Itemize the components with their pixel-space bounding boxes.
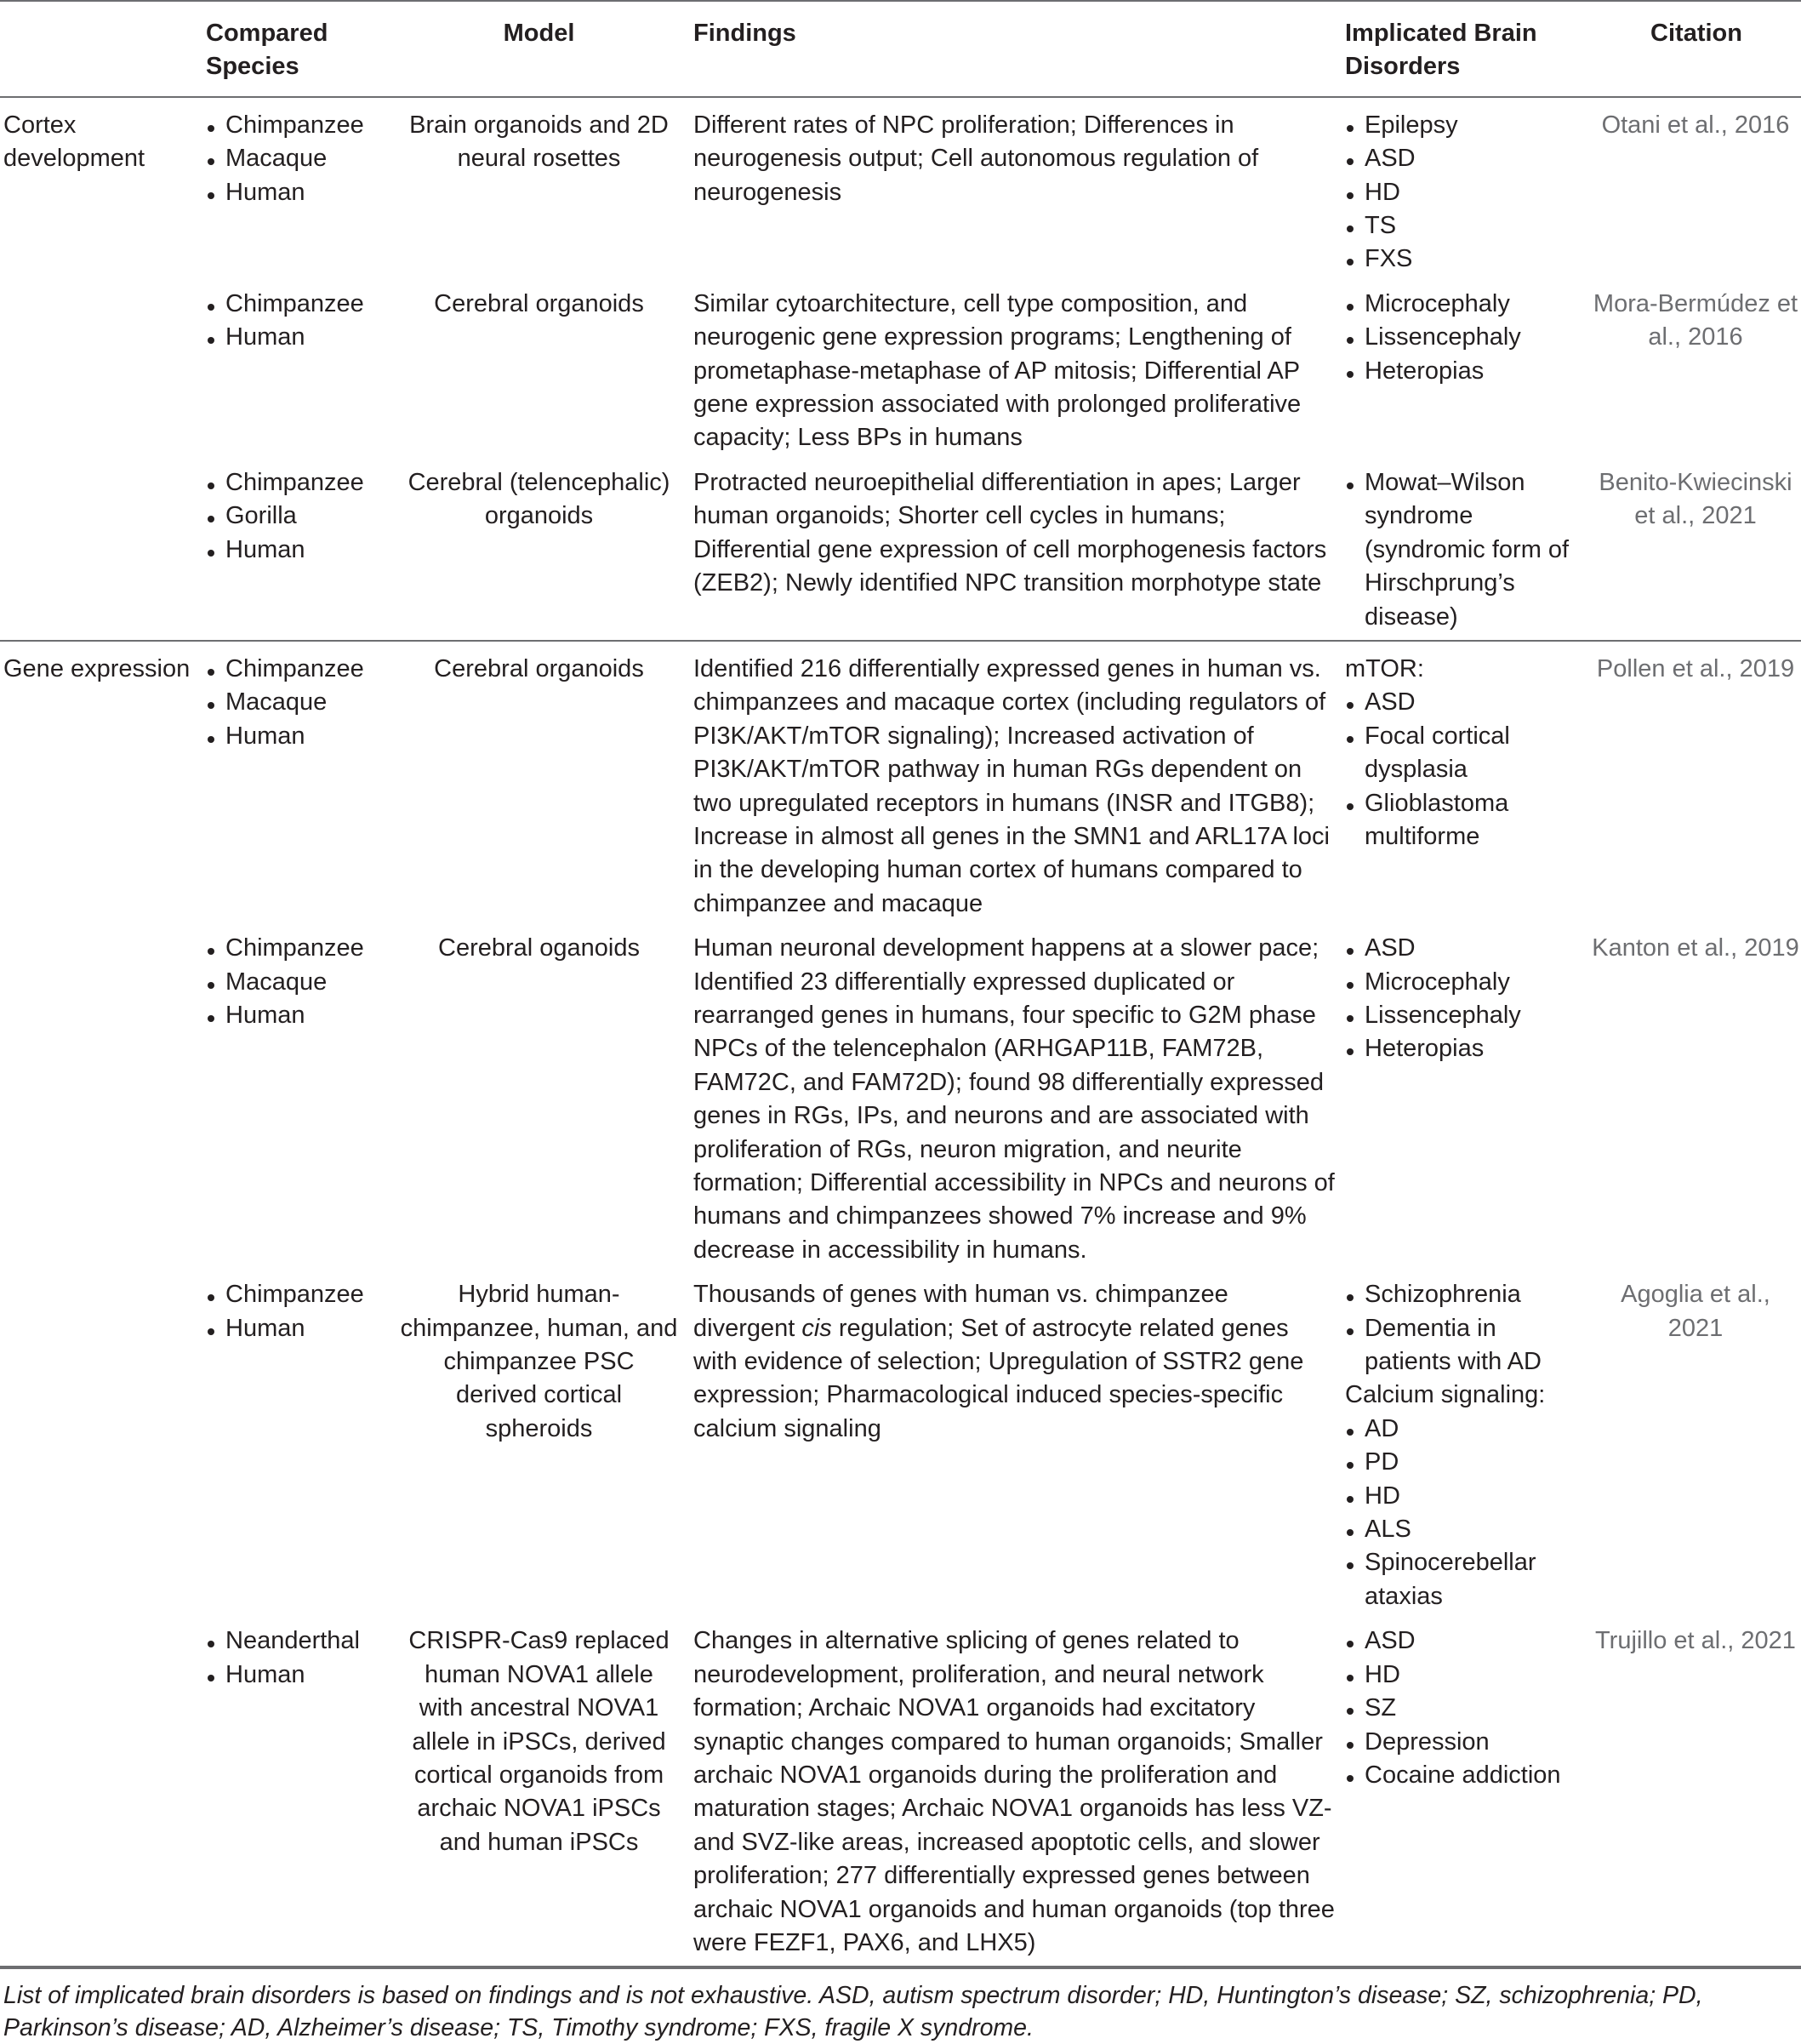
disorders-cell — [1345, 283, 1592, 461]
findings-text: Thousands of genes with human vs. chimpanzee divergent — [693, 1281, 1228, 1342]
disorder-item: Lissencephaly — [1345, 321, 1587, 354]
findings-cell: Changes in alternative splicing of genes related to neurodevelopment, proliferation, and neural network formation; Archaic NOVA1 organoids had excitatory synaptic changes compared to human organoids; Smaller archaic NOVA1 organoids during the proliferation and maturation stages; Archaic NOVA1 organoids has less VZ- and SVZ-like areas, increased apoptotic cells, and slower proliferation; 277 differentially expressed genes between archaic NOVA1 organoids and human organoids (top three were FEZF1, PAX6, and LHX5) — [681, 1619, 1345, 1967]
model-cell: Hybrid human-chimpanzee, human, and chimpanzee PSC derived cortical spheroids — [400, 1281, 678, 1442]
disorder-item: Glioblastoma multiforme — [1345, 787, 1587, 854]
species-item: Human — [206, 720, 396, 753]
findings-cell: Protracted neuroepithelial differentiation in apes; Larger human organoids; Shorter cell cycles in humans; Differential gene expression of cell morphogenesis factors (ZEB2); Newly identified NPC transition morphotype state — [681, 461, 1345, 641]
disorders-cell — [1345, 1273, 1592, 1619]
species-list — [206, 109, 396, 209]
section-label — [0, 1273, 201, 1619]
model-cell: Cerebral oganoids — [438, 934, 640, 962]
disorder-item: HD — [1345, 1480, 1587, 1513]
findings-cell — [681, 1273, 1345, 1619]
citation-cell: Pollen et al., 2019 — [1596, 654, 1795, 682]
header-findings: Findings — [681, 2, 1345, 97]
disorder-group-label: mTOR: — [1345, 654, 1424, 682]
disorder-item: Schizophrenia — [1345, 1278, 1587, 1311]
disorders-cell — [1345, 641, 1592, 927]
section-label — [0, 283, 201, 461]
disorders-cell — [1345, 1619, 1592, 1967]
disorder-item: ASD — [1345, 932, 1587, 965]
model-cell: Cerebral organoids — [434, 289, 644, 317]
disorders-list — [1345, 288, 1587, 388]
disorder-item: Depression — [1345, 1726, 1587, 1759]
citation-cell: Benito-Kwiecinski et al., 2021 — [1592, 461, 1801, 641]
header-section — [0, 2, 201, 97]
species-item: Chimpanzee — [206, 466, 396, 500]
findings-italic-term: cis — [801, 1314, 832, 1342]
species-item: Human — [206, 176, 396, 209]
disorder-item: Microcephaly — [1345, 966, 1587, 999]
citation-cell: Mora-Bermúdez et al., 2016 — [1593, 289, 1798, 351]
disorder-group-label: Calcium signaling: — [1345, 1381, 1546, 1409]
compared-species-cell — [201, 641, 396, 927]
model-cell: Cerebral (telencephalic) organoids — [396, 461, 681, 641]
disorders-list — [1345, 1278, 1587, 1613]
species-item: Macaque — [206, 686, 396, 719]
disorder-item: Heteropias — [1345, 355, 1587, 388]
disorder-item: Dementia in patients with AD — [1345, 1312, 1587, 1379]
citation-cell: Otani et al., 2016 — [1601, 111, 1790, 139]
section-label — [0, 461, 201, 641]
disorder-item: Heteropias — [1345, 1032, 1587, 1065]
species-item: Human — [206, 534, 396, 567]
disorder-item: ALS — [1345, 1513, 1587, 1546]
findings-cell: Different rates of NPC proliferation; Differences in neurogenesis output; Cell autonomous regulation of neurogenesis — [693, 111, 1259, 206]
compared-species-cell — [201, 927, 396, 1273]
table-row — [0, 641, 1801, 927]
compared-species-cell — [201, 97, 396, 283]
citation-cell: Trujillo et al., 2021 — [1592, 1619, 1801, 1967]
species-item: Human — [206, 1312, 396, 1345]
header-compared-species: Compared Species — [201, 2, 396, 97]
table-body — [0, 97, 1801, 1967]
species-item: Human — [206, 321, 396, 354]
findings-text: regulation; Set of astrocyte related genes with evidence of selection; Upregulation of SSTR2 gene expression; Pharmacological induced species-specific calcium signaling — [693, 1314, 1304, 1442]
species-item: Neanderthal — [206, 1624, 396, 1658]
model-cell: CRISPR-Cas9 replaced human NOVA1 allele with ancestral NOVA1 allele in iPSCs, derived cortical organoids from archaic NOVA1 iPSCs and human iPSCs — [396, 1619, 681, 1967]
compared-species-cell — [201, 283, 396, 461]
disorder-item: Microcephaly — [1345, 288, 1587, 321]
disorders-list — [1345, 1624, 1587, 1792]
disorder-item: PD — [1345, 1446, 1587, 1479]
disorder-item: Epilepsy — [1345, 109, 1587, 142]
findings-cell: Human neuronal development happens at a slower pace; Identified 23 differentially expressed duplicated or rearranged genes in humans, four specific to G2M phase NPCs of the telencephalon (ARHGAP11B, FAM72B, FAM72C, and FAM72D); found 98 differentially expressed genes in RGs, IPs, and neurons and are associated with proliferation of RGs, neuron migration, and neurite formation; Differential accessibility in NPCs and neurons of humans and chimpanzees showed 7% increase and 9% decrease in accessibility in humans. — [693, 934, 1335, 1264]
disorder-item: ASD — [1345, 142, 1587, 175]
species-list — [206, 1624, 396, 1692]
species-item: Macaque — [206, 142, 396, 175]
disorder-item: Cocaine addiction — [1345, 1759, 1587, 1792]
findings-cell: Identified 216 differentially expressed genes in human vs. chimpanzees and macaque cortex (including regulators of PI3K/AKT/mTOR signaling); Increased activation of PI3K/AKT/mTOR pathway in human RGs dependent on two upregulated receptors in humans (INSR and ITGB8); Increase in almost all genes in the SMN1 and ARL17A loci in the developing human cortex of humans compared to chimpanzee and macaque — [693, 654, 1330, 917]
disorders-cell — [1345, 97, 1592, 283]
species-item: Macaque — [206, 966, 396, 999]
species-item: Chimpanzee — [206, 1278, 396, 1311]
disorder-item: HD — [1345, 176, 1587, 209]
table-footnote: List of implicated brain disorders is based on findings and is not exhaustive. ASD, autism spectrum disorder; HD, Huntington’s disease; SZ, schizophrenia; PD, Parkinson’s disease; AD, Alzheimer’s disease; TS, Timothy syndrome; FXS, fragile X syndrome. — [0, 1967, 1801, 2044]
compared-species-cell — [201, 461, 396, 641]
species-item: Human — [206, 999, 396, 1032]
section-label — [0, 1619, 201, 1967]
disorder-item: Lissencephaly — [1345, 999, 1587, 1032]
section-label: Gene expression — [3, 654, 191, 682]
disorder-item: HD — [1345, 1659, 1587, 1692]
citation-cell: Agoglia et al., 2021 — [1621, 1281, 1770, 1342]
species-list — [206, 653, 396, 753]
table-row — [0, 283, 1801, 461]
disorders-list — [1345, 109, 1587, 277]
header-model: Model — [396, 2, 681, 97]
table-row — [0, 927, 1801, 1273]
species-item: Chimpanzee — [206, 932, 396, 965]
header-citation: Citation — [1592, 2, 1801, 97]
disorder-item: Spinocerebellar ataxias — [1345, 1546, 1587, 1613]
species-item: Gorilla — [206, 500, 396, 533]
disorder-item: AD — [1345, 1413, 1587, 1446]
table-row — [0, 461, 1801, 641]
disorder-item: Focal cortical dysplasia — [1345, 720, 1587, 787]
compared-species-cell — [201, 1619, 396, 1967]
disorder-item: Mowat–Wilson syndrome (syndromic form of Hirschprung’s disease) — [1345, 466, 1587, 634]
section-label: Cortex development — [3, 111, 145, 173]
model-cell: Brain organoids and 2D neural rosettes — [409, 111, 669, 173]
species-list — [206, 288, 396, 355]
table-header — [0, 1, 1801, 97]
species-list — [206, 466, 396, 567]
disorders-list — [1345, 653, 1587, 854]
disorder-item: ASD — [1345, 686, 1587, 719]
table-row — [0, 1273, 1801, 1619]
model-cell: Cerebral organoids — [434, 654, 644, 682]
compared-species-cell — [201, 1273, 396, 1619]
species-item: Human — [206, 1659, 396, 1692]
section-label — [0, 927, 201, 1273]
disorder-item: TS — [1345, 209, 1587, 243]
disorders-list — [1345, 932, 1587, 1066]
citation-cell: Kanton et al., 2019 — [1592, 934, 1799, 962]
disorder-item: ASD — [1345, 1624, 1587, 1658]
table-row — [0, 97, 1801, 283]
header-implicated-brain-disorders: Implicated Brain Disorders — [1345, 2, 1592, 97]
disorders-cell — [1345, 461, 1592, 641]
disorder-item: SZ — [1345, 1692, 1587, 1725]
species-item: Chimpanzee — [206, 288, 396, 321]
table-row — [0, 1619, 1801, 1967]
disorders-cell — [1345, 927, 1592, 1273]
findings-cell: Similar cytoarchitecture, cell type composition, and neurogenic gene expression programs; Lengthening of prometaphase-metaphase of AP mitosis; Differential AP gene expression associated with prolonged proliferative capacity; Less BPs in humans — [693, 289, 1302, 452]
species-item: Chimpanzee — [206, 109, 396, 142]
disorders-list — [1345, 466, 1587, 634]
species-list — [206, 1278, 396, 1345]
species-item: Chimpanzee — [206, 653, 396, 686]
disorder-item: FXS — [1345, 243, 1587, 276]
species-list — [206, 932, 396, 1032]
